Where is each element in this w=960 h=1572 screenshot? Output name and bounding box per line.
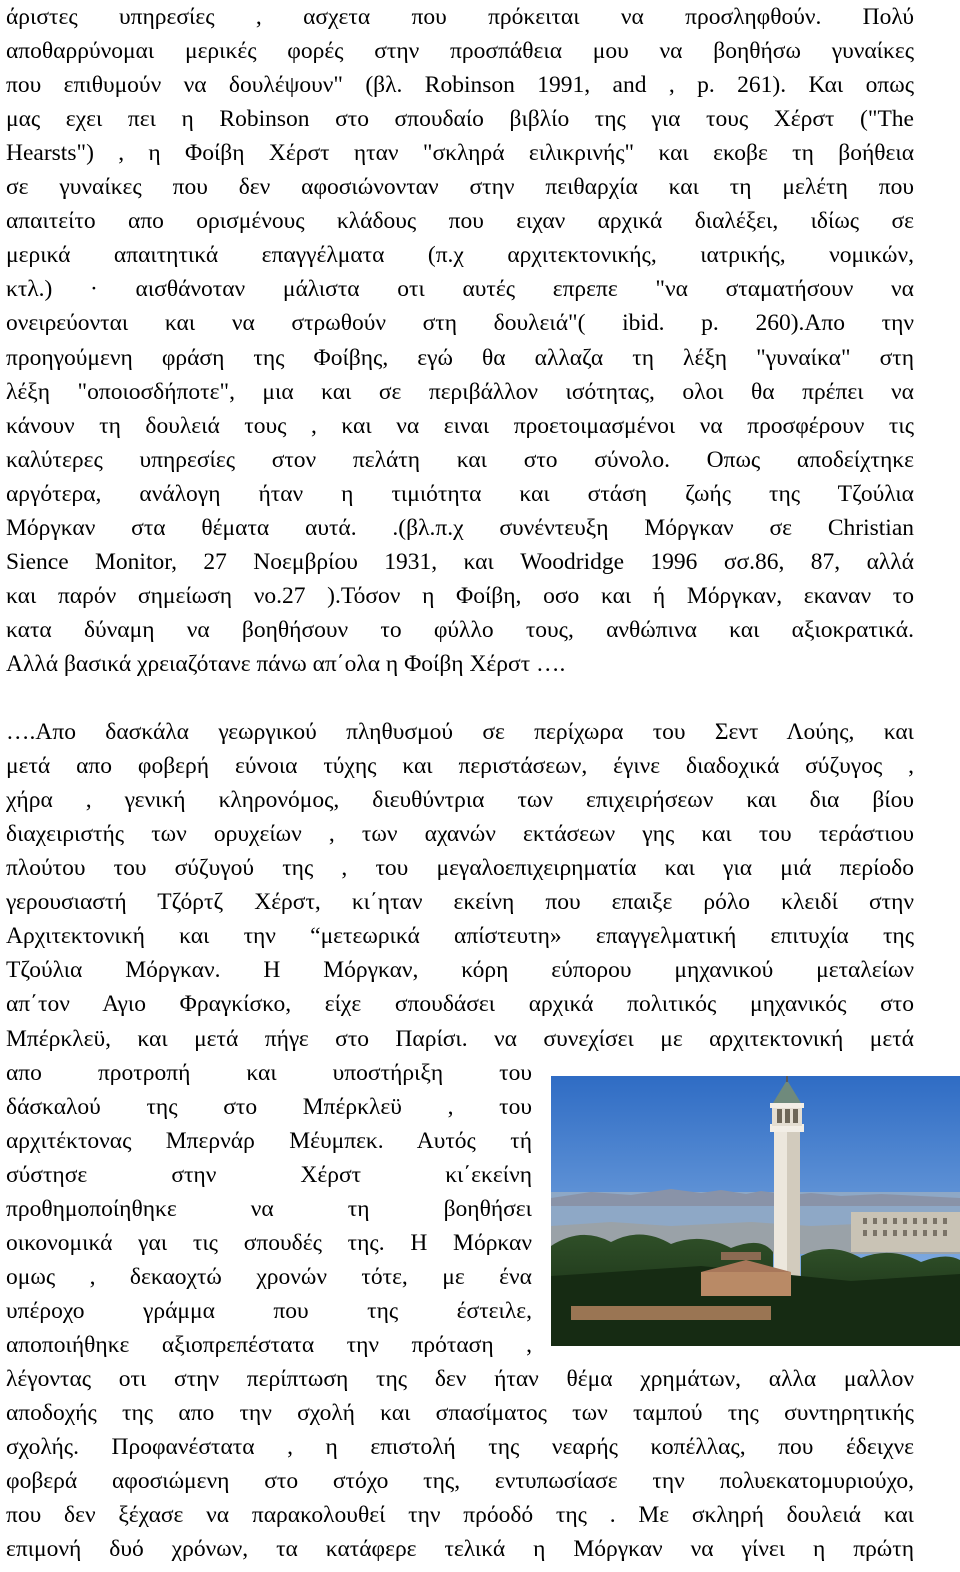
text-line: φοβερά αφοσιώμενη στο στόχο της, εντυπωσίασε την πολυεκατομυριούχο, <box>6 1468 914 1495</box>
text-line: που επιθυμούν να δουλέψουν" (βλ. Robinson 1991, and , p. 261). Και οπως <box>6 72 914 99</box>
text-line: υπέροχο γράμμα που της έστειλε, <box>6 1297 532 1324</box>
text-line: μετά απο φοβερή εύνοια τύχης και περιστάσεων, έγινε διαδοχικά σύζυγος , <box>6 753 914 780</box>
text-line: σύστησε στην Χέρστ κι΄εκείνη <box>6 1161 532 1188</box>
roof-left <box>701 1272 791 1296</box>
text-line: Αλλά βασικά χρειαζότανε πάνω απ΄ολα η Φοίβη Χέρστ …. <box>6 650 566 677</box>
text-line: αποθαρρύνομαι μερικές φορές στην προσπάθεια μου να βοηθήσω γυναίκες <box>6 38 914 65</box>
text-line: προηγούμενη φράση της Φοίβης, εγώ θα αλλαζα τη λέξη "γυναίκα" στη <box>6 344 914 371</box>
text-line: χήρα , γενική κληρονόμος, διευθύντρια των επιχειρήσεων και δια βίου <box>6 787 914 814</box>
text-line: μας εχει πει η Robinson στο σπουδαίο βιβλίο της για τους Χέρστ ("The <box>6 106 914 133</box>
text-line: αργότερα, ανάλογη ήταν η τιμιότητα και στάση ζωής της Τζούλια <box>6 480 914 507</box>
text-line: Hearsts") , η Φοίβη Χέρστ ηταν "σκληρά ειλικρινής" και εκοβε τη βοήθεια <box>6 140 914 167</box>
text-line: ονειρεύονται και να στρωθούν στη δουλειά"( ibid. p. 260).Απο την <box>6 310 914 337</box>
text-line: σχολής. Προφανέστατα , η επιστολή της νεαρής κοπέλλας, που έδειχνε <box>6 1434 914 1461</box>
text-line: διαχειριστής των ορυχείων , των αχανών εκτάσεων γης και του τεράστιου <box>6 821 914 848</box>
text-line: σε γυναίκες που δεν αφοσιώνονταν στην πειθαρχία και τη μελέτη που <box>6 174 914 201</box>
campanile-tower <box>770 1076 804 1278</box>
text-line: αποδοχής της απο την σχολή και σπασίματος των ταμπού της συντηρητικής <box>6 1400 914 1427</box>
text-line: γερουσιαστή Τζόρτζ Χέρστ, κι΄ηταν εκείνη που επαιξε ρόλο κλειδί στην <box>6 889 914 916</box>
text-line: άριστες υπηρεσίες , ασχετα που πρόκειται να προσληφθούν. Πολύ <box>6 4 914 30</box>
text-line: απο προτροπή και υποστήριξη του <box>6 1059 532 1086</box>
text-line: Μπέρκλεϋ, και μετά πήγε στο Παρίσι. να συνεχίσει με αρχιτεκτονική μετά <box>6 1025 914 1052</box>
text-line: λέγοντας οτι στην περίπτωση της δεν ήταν θέμα χρημάτων, αλλα μαλλον <box>6 1366 914 1392</box>
roof-front <box>571 1306 771 1320</box>
text-line: και παρόν σημείωση νο.27 ).Τόσον η Φοίβη, οσο και ή Μόργκαν, εκαναν το <box>6 582 914 609</box>
roof-small <box>721 1252 761 1260</box>
text-line: επιμονή δυό χρόνων, τα κατάφερε τελικά η Μόργκαν να γίνει η πρώτη <box>6 1536 914 1563</box>
text-line: προθημοποίηθηκε να τη βοηθήσει <box>6 1195 532 1222</box>
text-line: απαιτείτο απο ορισμένους κλάδους που ειχαν αρχικά διαλέξει, ιδίως σε <box>6 208 914 235</box>
text-line: ….Απο δασκάλα γεωργικού πληθυσμού σε περίχωρα του Σεντ Λούης, και <box>6 719 914 746</box>
text-line: κτλ.) · αισθάνοταν μάλιστα οτι αυτές επρεπε "να σταματήσουν να <box>6 276 914 303</box>
text-line: αρχιτέκτονας Μπερνάρ Μέυμπεκ. Αυτός τή <box>6 1127 532 1154</box>
text-line: πλούτου του σύζυγού της , του μεγαλοεπιχειρηματία και για μιά περίοδο <box>6 855 914 882</box>
text-line: αποποιήθηκε αξιοπρεπέστατα την πρόταση , <box>6 1331 532 1358</box>
text-line: καλύτερες υπηρεσίες στον πελάτη και στο σύνολο. Οπως αποδείχτηκε <box>6 446 914 473</box>
text-line: οικονομικά γαι τις σπουδές της. Η Μόρκαν <box>6 1229 532 1256</box>
text-line: Μόργκαν στα θέματα αυτά. .(βλ.π.χ συνέντευξη Μόργκαν σε Christian <box>6 514 914 541</box>
text-line: Τζούλια Μόργκαν. Η Μόργκαν, κόρη εύπορου μηχανικού μεταλείων <box>6 957 914 984</box>
text-line: Sience Monitor, 27 Νοεμβρίου 1931, και Woodridge 1996 σσ.86, 87, αλλά <box>6 548 914 575</box>
text-line: μερικά απαιτητικά επαγγέλματα (π.χ αρχιτεκτονικής, ιατρικής, νομικών, <box>6 242 914 269</box>
text-line: κατα δύναμη να βοηθήσουν το φύλλο τους, ανθώπινα και αξιοκρατικά. <box>6 616 914 643</box>
campanile-photo <box>551 1076 960 1346</box>
text-line: ομως , δεκαοχτώ χρονών τότε, με ένα <box>6 1263 532 1290</box>
sather-tower-image <box>551 1076 960 1346</box>
text-line: που δεν ξέχασε να παρακολουθεί την πρόοδό της . Με σκληρή δουλειά και <box>6 1502 914 1529</box>
text-line: απ΄τον Αγιο Φραγκίσκο, είχε σπουδάσει αρχικά πολιτικός μηχανικός στο <box>6 991 914 1018</box>
text-line: δάσκαλού της στο Μπέρκλεϋ , του <box>6 1093 532 1120</box>
text-line: Αρχιτεκτονική και την “μετεωρικά απίστευτη» επαγγελματική επιτυχία της <box>6 923 914 950</box>
text-line: κάνουν τη δουλειά τους , και να ειναι προετοιμασμένοι να προσφέρουν τις <box>6 412 914 439</box>
text-line: λέξη "οποιοσδήποτε", μια και σε περιβάλλον ισότητας, ολοι θα πρέπει να <box>6 378 914 405</box>
